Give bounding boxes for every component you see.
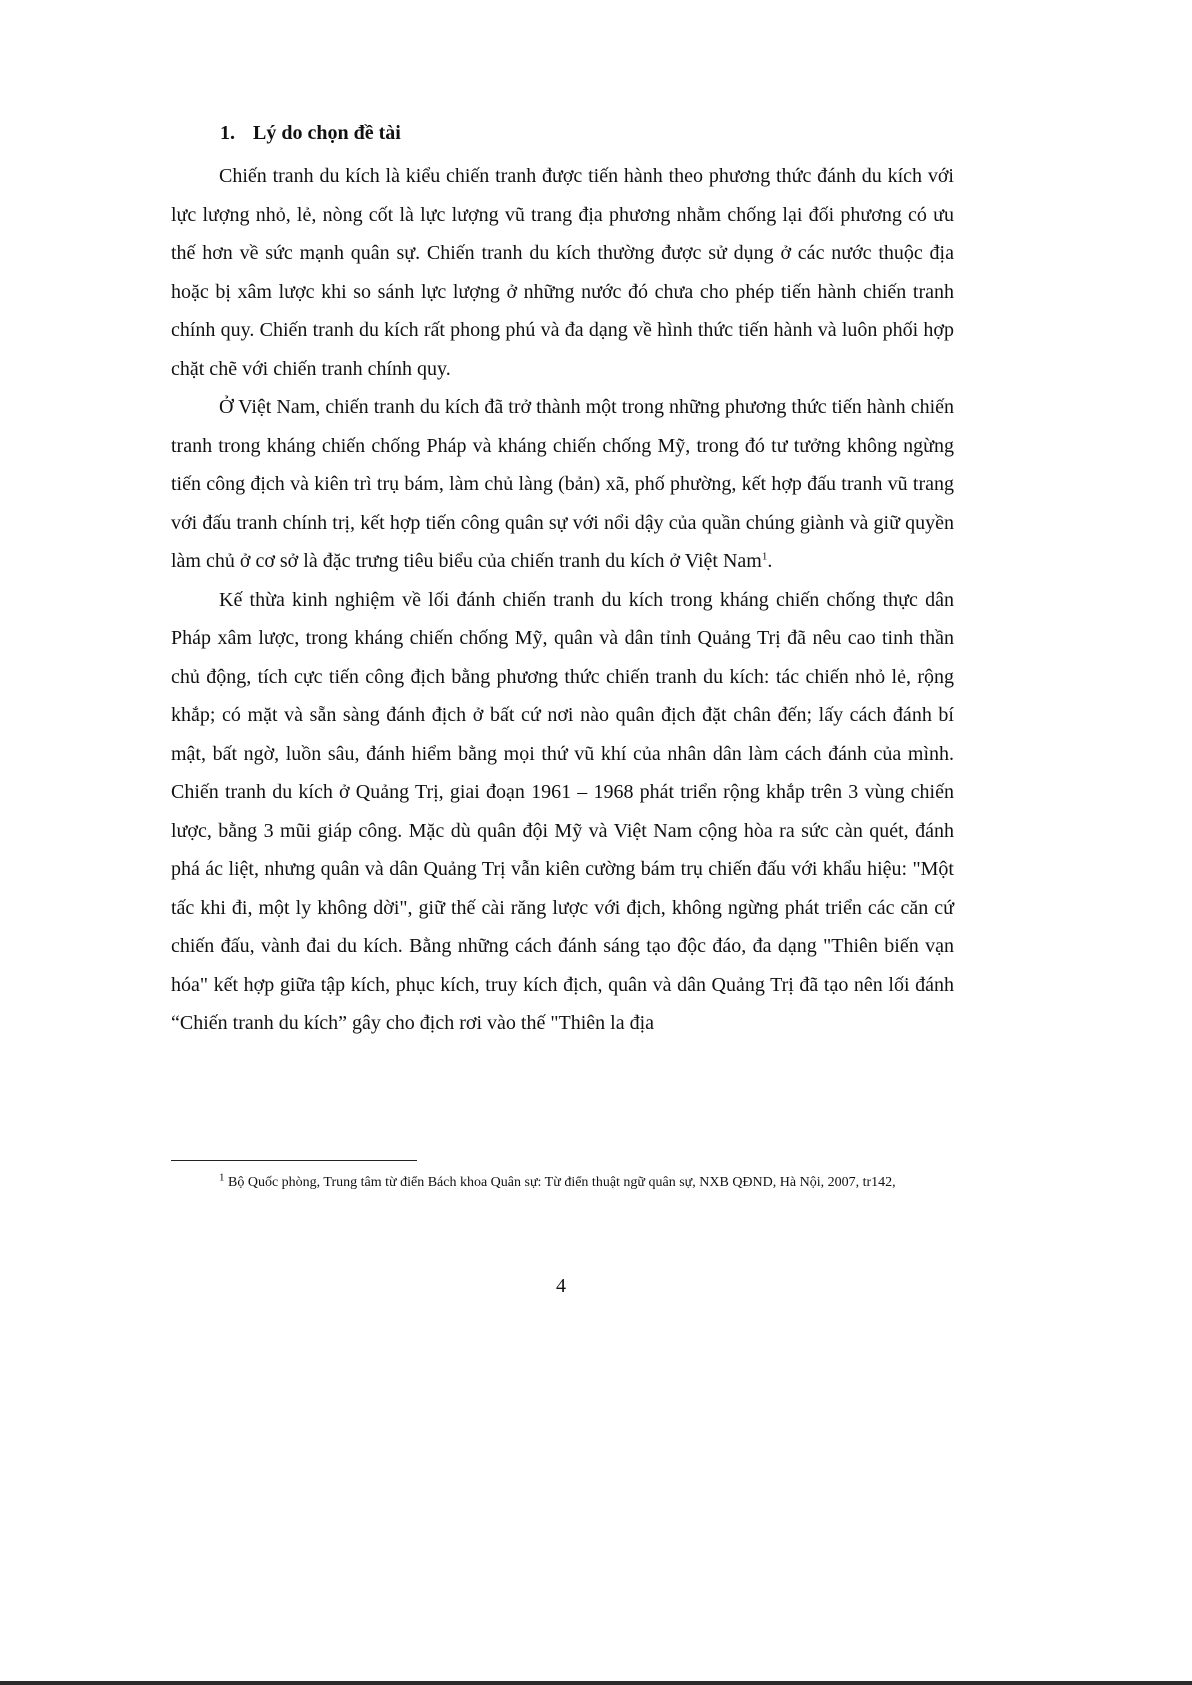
footnote-reference[interactable]: 1 xyxy=(761,550,768,563)
footnote xyxy=(171,1172,954,1193)
section-number: 1. xyxy=(220,122,235,144)
paragraph-text: Chiến tranh du kích là kiểu chiến tranh được tiến hành theo phương thức đánh du kích với lực lượng nhỏ, lẻ, nòng cốt là lực lượng vũ trang địa phương nhằm chống lại đối phương có ưu thế hơn về sức mạnh quân sự. Chiến tranh du kích thường được sử dụng ở các nước thuộc địa hoặc bị xâm lược khi so sánh lực lượng ở những nước đó chưa cho phép tiến hành chiến tranh chính quy. Chiến tranh du kích rất phong phú và đa dạng về hình thức tiến hành và luôn phối hợp chặt chẽ với chiến tranh chính quy. xyxy=(171,165,954,380)
footnote-mark: 1 xyxy=(219,1171,225,1184)
paragraph-vietnam-guerrilla-war xyxy=(171,388,954,581)
paragraph-quang-tri-guerrilla-war xyxy=(171,581,954,1043)
paragraph-text: Kế thừa kinh nghiệm về lối đánh chiến tranh du kích trong kháng chiến chống thực dân Pháp xâm lược, trong kháng chiến chống Mỹ, quân và dân tỉnh Quảng Trị đã nêu cao tinh thần chủ động, tích cực tiến công địch bằng phương thức chiến tranh du kích: tác chiến nhỏ lẻ, rộng khắp; có mặt và sẵn sàng đánh địch ở bất cứ nơi nào quân địch đặt chân đến; lấy cách đánh bí mật, bất ngờ, luồn sâu, đánh hiểm bằng mọi thứ vũ khí của nhân dân làm cách đánh của mình. Chiến tranh du kích ở Quảng Trị, giai đoạn 1961 – 1968 phát triển rộng khắp trên 3 vùng chiến lược, bằng 3 mũi giáp công. Mặc dù quân đội Mỹ và Việt Nam cộng hòa ra sức càn quét, đánh phá ác liệt, nhưng quân và dân Quảng Trị vẫn kiên cường bám trụ chiến đấu với khẩu hiệu: "Một tấc khi đi, một ly không dời", giữ thế cài răng lược với địch, không ngừng phát triển các căn cứ chiến đấu, vành đai du kích. Bằng những cách đánh sáng tạo độc đáo, đa dạng "Thiên biến vạn hóa" kết hợp giữa tập kích, phục kích, truy kích địch, quân và dân Quảng Trị đã tạo nên lối đánh “Chiến tranh du kích” gây cho địch rơi vào thế "Thiên la địa xyxy=(171,588,954,1034)
section-title: Lý do chọn đề tài xyxy=(253,122,401,144)
paragraph-text: Ở Việt Nam, chiến tranh du kích đã trở thành một trong những phương thức tiến hành chiến tranh trong kháng chiến chống Pháp và kháng chiến chống Mỹ, trong đó tư tưởng không ngừng tiến công địch và kiên trì trụ bám, làm chủ làng (bản) xã, phố phường, kết hợp đấu tranh vũ trang với đấu tranh chính trị, kết hợp tiến công quân sự với nổi dậy của quần chúng giành và giữ quyền làm chủ ở cơ sở là đặc trưng tiêu biểu của chiến tranh du kích ở Việt Nam xyxy=(171,396,954,572)
bottom-edge-bar xyxy=(0,1681,1192,1685)
paragraph-ending-punctuation: . xyxy=(767,550,773,572)
footnote-text: Bộ Quốc phòng, Trung tâm từ điển Bách khoa Quân sự: Từ điển thuật ngữ quân sự, NXB QĐND, Hà Nội, 2007, tr142, xyxy=(228,1175,896,1190)
footnote-separator xyxy=(171,1160,417,1161)
paragraph-guerrilla-definition xyxy=(171,157,954,388)
section-heading xyxy=(220,118,954,148)
main-text xyxy=(171,118,954,1043)
footnote-area xyxy=(171,1160,954,1193)
page-number: 4 xyxy=(556,1275,566,1297)
